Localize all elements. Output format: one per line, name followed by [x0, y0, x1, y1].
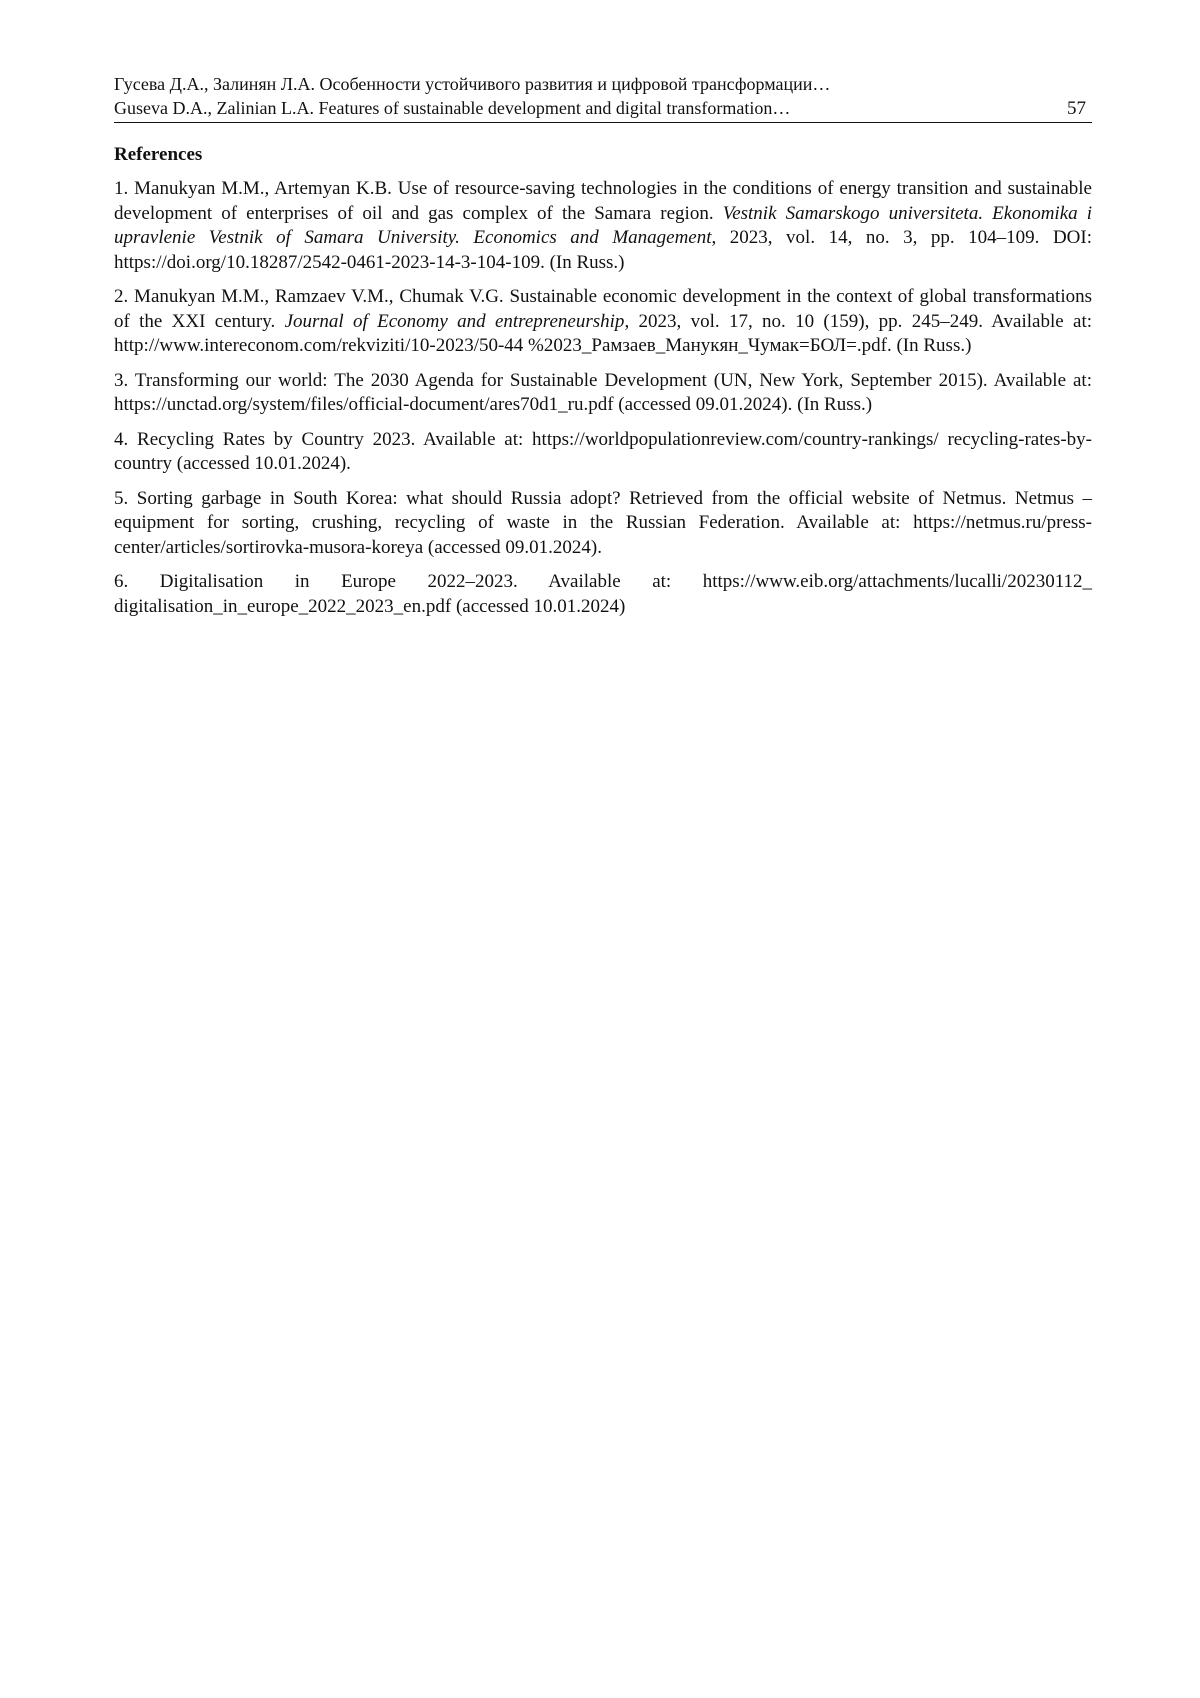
reference-item-2	[114, 285, 1092, 359]
running-header	[114, 72, 1092, 123]
reference-item-3	[114, 369, 1092, 418]
reference-3-text: 3. Transforming our world: The 2030 Agenda for Sustainable Development (UN, New York, September 2015). Available at: https://unctad.org/system/files/official-document/ares70d1_ru.pdf (accessed 09.01.2024). (In Russ.)	[114, 369, 1092, 415]
header-title-en: Guseva D.A., Zalinian L.A. Features of sustainable development and digital transformation…	[114, 98, 791, 118]
reference-2-text: 2. Manukyan M.M., Ramzaev V.M., Chumak V.G. Sustainable economic development in the context of global transformations of the XXI century.	[114, 286, 1092, 332]
header-title-en-row	[114, 96, 1092, 123]
reference-1-text: 1. Manukyan M.M., Artemyan K.B. Use of resource-saving technologies in the conditions of energy transition and sustainable development of enterprises of oil and gas complex of the Samara region.	[114, 178, 1092, 224]
header-title-ru: Гусева Д.А., Залинян Л.А. Особенности устойчивого развития и цифровой трансформации…	[114, 74, 831, 94]
reference-item-4	[114, 428, 1092, 477]
references-list	[114, 177, 1092, 619]
references-heading: References	[114, 144, 203, 165]
page-number: 57	[1067, 98, 1086, 119]
reference-1-journal: Vestnik Samarskogo universiteta. Ekonomika i upravlenie Vestnik of Samara University. Economics and Management	[114, 202, 1092, 248]
reference-5-text: 5. Sorting garbage in South Korea: what should Russia adopt? Retrieved from the official website of Netmus. Netmus – equipment for sorting, crushing, recycling of waste in the Russian Federation. Available at: https://netmus.ru/press-center/articles/sortirovka-musora-koreya (accessed 09.01.2024).	[114, 487, 1092, 558]
reference-4-text: 4. Recycling Rates by Country 2023. Available at: https://worldpopulationreview.com/country-rankings/ recycling-rates-by-country (accessed 10.01.2024).	[114, 428, 1092, 474]
reference-item-6	[114, 570, 1092, 619]
reference-1-details: , 2023, vol. 14, no. 3, pp. 104–109. DOI: https://doi.org/10.18287/2542-0461-2023-14-3-104-109. (In Russ.)	[114, 227, 1093, 273]
reference-6-text: 6. Digitalisation in Europe 2022–2023. Available at: https://www.eib.org/attachments/lucalli/20230112_ digitalisation_in_europe_2022_2023_en.pdf (accessed 10.01.2024)	[114, 571, 1092, 617]
reference-2-journal: Journal of Economy and entrepreneurship	[284, 310, 625, 332]
references-section	[114, 143, 1092, 629]
reference-item-1	[114, 177, 1092, 275]
reference-item-5	[114, 487, 1092, 561]
reference-2-details: , 2023, vol. 17, no. 10 (159), pp. 245–249. Available at: http://www.intereconom.com/rekviziti/10-2023/50-44 %2023_Рамзаев_Манукян_Чумак=БОЛ=.pdf. (In Russ.)	[114, 310, 1092, 356]
